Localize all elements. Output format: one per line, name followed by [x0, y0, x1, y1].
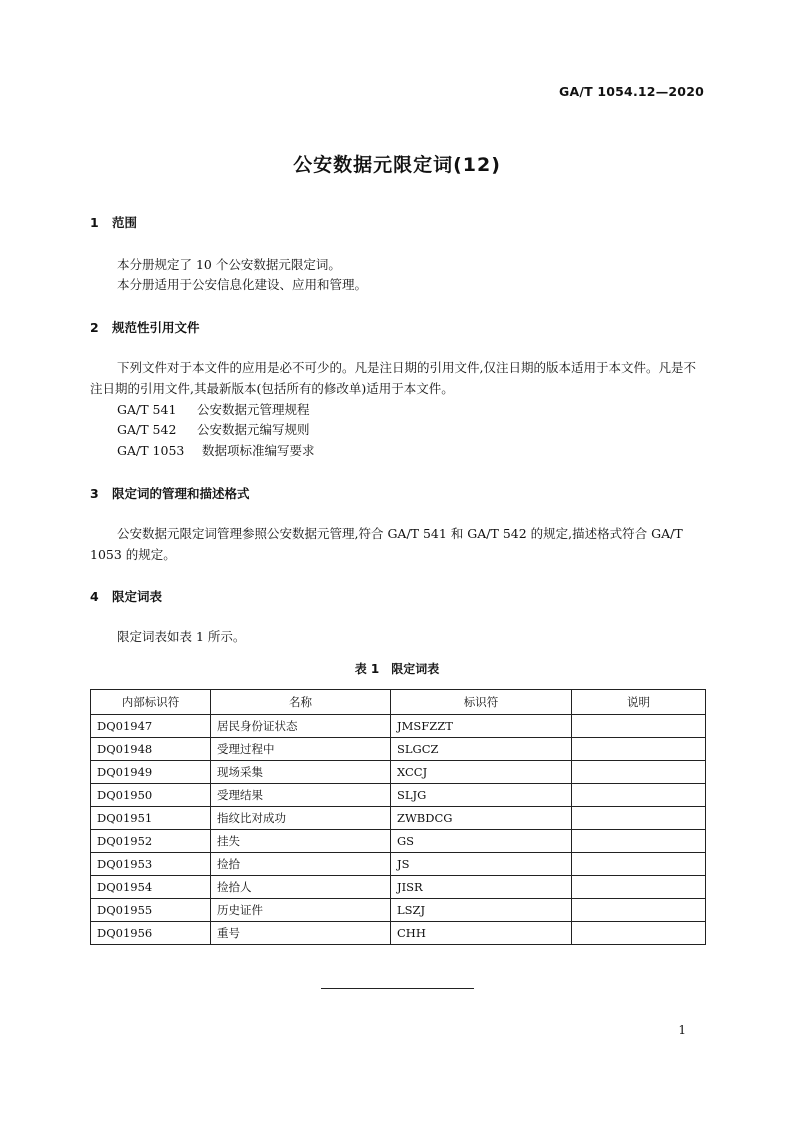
table-cell: JMSFZZT	[391, 715, 572, 738]
table-cell	[572, 830, 706, 853]
table-row	[91, 761, 706, 784]
table-cell: 捡拾	[211, 853, 391, 876]
table-cell: DQ01953	[91, 853, 211, 876]
table-cell	[572, 784, 706, 807]
section-3-heading	[90, 484, 250, 502]
table-cell: 指纹比对成功	[211, 807, 391, 830]
table-row	[91, 899, 706, 922]
management-text: 公安数据元限定词管理参照公安数据元管理,符合 GA/T 541 和 GA/T 542 的规定,描述格式符合 GA/T 1053 的规定。	[90, 526, 683, 562]
table-caption: 表 1 限定词表	[354, 662, 440, 676]
section-4-heading	[90, 587, 162, 605]
table-cell: DQ01952	[91, 830, 211, 853]
section-number: 1	[90, 215, 99, 230]
table-cell: SLGCZ	[391, 738, 572, 761]
reference-title: 公安数据元编写规则	[197, 422, 310, 437]
reference-code: GA/T 542	[117, 422, 177, 437]
scope-line-2: 本分册适用于公安信息化建设、应用和管理。	[117, 277, 368, 292]
section-number: 4	[90, 589, 99, 604]
table-cell: DQ01951	[91, 807, 211, 830]
section-title: 规范性引用文件	[112, 320, 200, 335]
table-cell: DQ01947	[91, 715, 211, 738]
table-header-row	[91, 690, 706, 715]
table-cell: 挂失	[211, 830, 391, 853]
table-cell: DQ01955	[91, 899, 211, 922]
section-number: 2	[90, 320, 99, 335]
normative-intro: 下列文件对于本文件的应用是必不可少的。凡是注日期的引用文件,仅注日期的版本适用于本文件。凡是不注日期的引用文件,其最新版本(包括所有的修改单)适用于本文件。	[90, 360, 696, 396]
table-cell: ZWBDCG	[391, 807, 572, 830]
table-cell: DQ01950	[91, 784, 211, 807]
table-cell	[572, 807, 706, 830]
reference-title: 公安数据元管理规程	[197, 402, 310, 417]
table-cell: LSZJ	[391, 899, 572, 922]
table-row	[91, 876, 706, 899]
table-row	[91, 807, 706, 830]
table-cell: SLJG	[391, 784, 572, 807]
table-cell: DQ01949	[91, 761, 211, 784]
column-header: 标识符	[391, 690, 572, 715]
table-cell: DQ01956	[91, 922, 211, 945]
table-row	[91, 853, 706, 876]
table-cell	[572, 738, 706, 761]
reference-title: 数据项标准编写要求	[202, 443, 315, 458]
section-title: 限定词表	[112, 589, 163, 604]
table-cell	[572, 761, 706, 784]
table-cell	[572, 853, 706, 876]
table-row	[91, 784, 706, 807]
table-cell: GS	[391, 830, 572, 853]
table-cell: 现场采集	[211, 761, 391, 784]
table-cell: 受理过程中	[211, 738, 391, 761]
section-number: 3	[90, 486, 99, 501]
reference-item	[117, 420, 310, 438]
table-cell: CHH	[391, 922, 572, 945]
table-cell: DQ01948	[91, 738, 211, 761]
column-header: 说明	[572, 690, 706, 715]
qualifier-table	[90, 689, 706, 945]
table-cell: 居民身份证状态	[211, 715, 391, 738]
reference-code: GA/T 541	[117, 402, 177, 417]
reference-item	[117, 400, 310, 418]
table-cell	[572, 899, 706, 922]
section-title: 范围	[112, 215, 138, 230]
table-cell	[572, 876, 706, 899]
reference-code: GA/T 1053	[117, 443, 185, 458]
table-row	[91, 922, 706, 945]
scope-line-1: 本分册规定了 10 个公安数据元限定词。	[117, 257, 341, 272]
table-cell: 历史证件	[211, 899, 391, 922]
table-cell: JS	[391, 853, 572, 876]
table-row	[91, 738, 706, 761]
table-cell: 捡拾人	[211, 876, 391, 899]
reference-item	[117, 441, 315, 459]
table-row	[91, 830, 706, 853]
column-header: 名称	[211, 690, 391, 715]
page-number: 1	[678, 1023, 686, 1037]
table-cell: JISR	[391, 876, 572, 899]
section-title: 限定词的管理和描述格式	[112, 486, 250, 501]
table-row	[91, 715, 706, 738]
column-header: 内部标识符	[91, 690, 211, 715]
table-cell: 重号	[211, 922, 391, 945]
standard-code: GA/T 1054.12—2020	[558, 84, 704, 99]
table-cell	[572, 715, 706, 738]
table-cell	[572, 922, 706, 945]
table-intro: 限定词表如表 1 所示。	[117, 629, 246, 644]
table-cell: 受理结果	[211, 784, 391, 807]
table-cell: DQ01954	[91, 876, 211, 899]
section-2-heading	[90, 318, 200, 336]
table-cell: XCCJ	[391, 761, 572, 784]
footer-divider	[321, 988, 474, 989]
page-title: 公安数据元限定词(12)	[293, 154, 501, 176]
section-1-heading	[90, 213, 137, 231]
